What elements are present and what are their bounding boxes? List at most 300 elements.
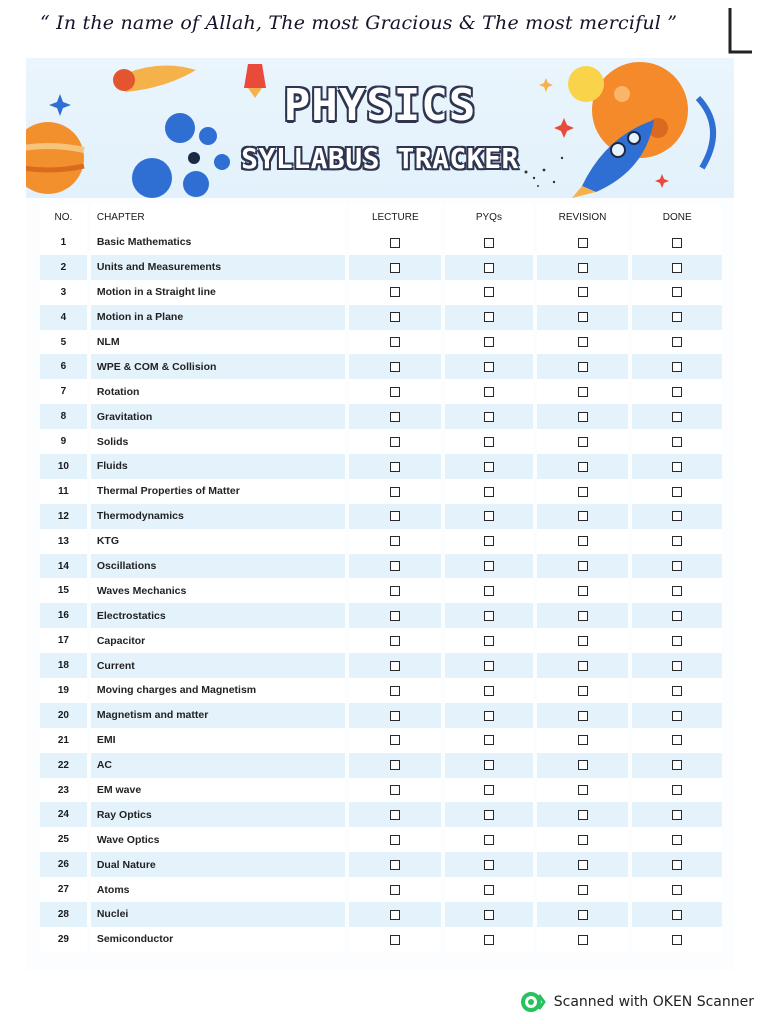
revision-checkbox[interactable]: [578, 885, 588, 895]
table-row: [40, 802, 722, 827]
pyqs-cell: [445, 305, 533, 330]
lecture-checkbox[interactable]: [390, 511, 400, 521]
table-row: [40, 728, 722, 753]
revision-cell: [537, 728, 629, 753]
done-checkbox[interactable]: [672, 611, 682, 621]
lecture-cell: [349, 827, 441, 852]
handwritten-dedication: “ In the name of Allah, The most Gracious & The most merciful ”: [40, 12, 678, 34]
lecture-cell: [349, 877, 441, 902]
syllabus-sheet: [26, 58, 734, 970]
chapter-name: Nuclei: [91, 902, 346, 927]
revision-checkbox[interactable]: [578, 785, 588, 795]
done-cell: [632, 802, 722, 827]
chapter-name: Current: [91, 653, 346, 678]
revision-cell: [537, 578, 629, 603]
done-checkbox[interactable]: [672, 437, 682, 447]
revision-cell: [537, 379, 629, 404]
col-header-chapter: CHAPTER: [91, 204, 346, 230]
revision-checkbox[interactable]: [578, 412, 588, 422]
pyqs-cell: [445, 902, 533, 927]
pyqs-checkbox[interactable]: [484, 885, 494, 895]
chapter-number: 19: [40, 678, 87, 703]
revision-cell: [537, 529, 629, 554]
table-row: [40, 479, 722, 504]
lecture-checkbox[interactable]: [390, 760, 400, 770]
revision-checkbox[interactable]: [578, 238, 588, 248]
revision-checkbox[interactable]: [578, 263, 588, 273]
lecture-cell: [349, 728, 441, 753]
pyqs-checkbox[interactable]: [484, 561, 494, 571]
scanner-watermark: [520, 990, 754, 1014]
chapter-number: 20: [40, 703, 87, 728]
chapter-number: 11: [40, 479, 87, 504]
done-cell: [632, 753, 722, 778]
pyqs-cell: [445, 653, 533, 678]
revision-cell: [537, 653, 629, 678]
revision-checkbox[interactable]: [578, 561, 588, 571]
done-checkbox[interactable]: [672, 511, 682, 521]
pyqs-cell: [445, 678, 533, 703]
pyqs-checkbox[interactable]: [484, 487, 494, 497]
revision-cell: [537, 230, 629, 255]
done-checkbox[interactable]: [672, 263, 682, 273]
chapter-number: 4: [40, 305, 87, 330]
lecture-cell: [349, 354, 441, 379]
pyqs-cell: [445, 728, 533, 753]
lecture-cell: [349, 852, 441, 877]
pyqs-checkbox[interactable]: [484, 785, 494, 795]
pyqs-checkbox[interactable]: [484, 586, 494, 596]
chapter-name: Atoms: [91, 877, 346, 902]
lecture-checkbox[interactable]: [390, 785, 400, 795]
chapter-number: 29: [40, 927, 87, 952]
done-checkbox[interactable]: [672, 337, 682, 347]
pyqs-checkbox[interactable]: [484, 810, 494, 820]
revision-cell: [537, 404, 629, 429]
revision-cell: [537, 330, 629, 355]
done-cell: [632, 529, 722, 554]
revision-checkbox[interactable]: [578, 511, 588, 521]
done-cell: [632, 778, 722, 803]
done-checkbox[interactable]: [672, 287, 682, 297]
done-cell: [632, 479, 722, 504]
revision-checkbox[interactable]: [578, 611, 588, 621]
pyqs-cell: [445, 354, 533, 379]
chapter-name: KTG: [91, 529, 346, 554]
pyqs-checkbox[interactable]: [484, 536, 494, 546]
chapter-number: 23: [40, 778, 87, 803]
pyqs-checkbox[interactable]: [484, 263, 494, 273]
pyqs-cell: [445, 280, 533, 305]
lecture-checkbox[interactable]: [390, 910, 400, 920]
chapter-number: 1: [40, 230, 87, 255]
done-checkbox[interactable]: [672, 312, 682, 322]
chapter-number: 8: [40, 404, 87, 429]
done-cell: [632, 628, 722, 653]
done-checkbox[interactable]: [672, 835, 682, 845]
lecture-checkbox[interactable]: [390, 735, 400, 745]
table-row: [40, 753, 722, 778]
revision-cell: [537, 280, 629, 305]
lecture-checkbox[interactable]: [390, 462, 400, 472]
pyqs-cell: [445, 479, 533, 504]
lecture-checkbox[interactable]: [390, 860, 400, 870]
lecture-checkbox[interactable]: [390, 362, 400, 372]
lecture-cell: [349, 280, 441, 305]
revision-checkbox[interactable]: [578, 636, 588, 646]
pyqs-cell: [445, 703, 533, 728]
revision-cell: [537, 827, 629, 852]
lecture-cell: [349, 753, 441, 778]
done-cell: [632, 454, 722, 479]
chapter-name: Fluids: [91, 454, 346, 479]
revision-cell: [537, 628, 629, 653]
lecture-cell: [349, 902, 441, 927]
pyqs-checkbox[interactable]: [484, 860, 494, 870]
pyqs-checkbox[interactable]: [484, 511, 494, 521]
lecture-checkbox[interactable]: [390, 835, 400, 845]
done-checkbox[interactable]: [672, 586, 682, 596]
table-row: [40, 927, 722, 952]
chapter-name: EMI: [91, 728, 346, 753]
chapter-number: 2: [40, 255, 87, 280]
lecture-checkbox[interactable]: [390, 810, 400, 820]
chapter-name: Thermal Properties of Matter: [91, 479, 346, 504]
revision-checkbox[interactable]: [578, 487, 588, 497]
table-row: [40, 429, 722, 454]
lecture-checkbox[interactable]: [390, 686, 400, 696]
done-cell: [632, 678, 722, 703]
chapter-number: 16: [40, 603, 87, 628]
lecture-checkbox[interactable]: [390, 561, 400, 571]
pyqs-checkbox[interactable]: [484, 636, 494, 646]
chapter-number: 15: [40, 578, 87, 603]
page-corner-mark: [726, 6, 754, 56]
lecture-cell: [349, 603, 441, 628]
chapter-name: Waves Mechanics: [91, 578, 346, 603]
chapter-name: Capacitor: [91, 628, 346, 653]
lecture-cell: [349, 379, 441, 404]
pyqs-checkbox[interactable]: [484, 735, 494, 745]
chapter-number: 6: [40, 354, 87, 379]
revision-checkbox[interactable]: [578, 860, 588, 870]
revision-checkbox[interactable]: [578, 760, 588, 770]
lecture-cell: [349, 554, 441, 579]
lecture-cell: [349, 330, 441, 355]
table-row: [40, 628, 722, 653]
pyqs-cell: [445, 927, 533, 952]
pyqs-cell: [445, 778, 533, 803]
revision-cell: [537, 678, 629, 703]
lecture-checkbox[interactable]: [390, 337, 400, 347]
space-banner: [26, 58, 734, 198]
chapter-number: 12: [40, 504, 87, 529]
done-checkbox[interactable]: [672, 536, 682, 546]
table-row: [40, 678, 722, 703]
pyqs-checkbox[interactable]: [484, 337, 494, 347]
done-cell: [632, 653, 722, 678]
done-checkbox[interactable]: [672, 686, 682, 696]
chapter-number: 13: [40, 529, 87, 554]
done-cell: [632, 827, 722, 852]
lecture-cell: [349, 305, 441, 330]
chapter-number: 26: [40, 852, 87, 877]
revision-checkbox[interactable]: [578, 337, 588, 347]
done-cell: [632, 852, 722, 877]
revision-checkbox[interactable]: [578, 387, 588, 397]
revision-checkbox[interactable]: [578, 462, 588, 472]
revision-checkbox[interactable]: [578, 437, 588, 447]
revision-checkbox[interactable]: [578, 661, 588, 671]
table-body: [40, 230, 722, 952]
pyqs-checkbox[interactable]: [484, 387, 494, 397]
chapter-number: 5: [40, 330, 87, 355]
col-header-done: DONE: [632, 204, 722, 230]
table-row: [40, 354, 722, 379]
table-row: [40, 504, 722, 529]
chapter-name: NLM: [91, 330, 346, 355]
lecture-checkbox[interactable]: [390, 885, 400, 895]
table-row: [40, 603, 722, 628]
done-checkbox[interactable]: [672, 238, 682, 248]
revision-cell: [537, 902, 629, 927]
chapter-number: 14: [40, 554, 87, 579]
chapter-number: 18: [40, 653, 87, 678]
chapter-name: Oscillations: [91, 554, 346, 579]
lecture-checkbox[interactable]: [390, 437, 400, 447]
revision-checkbox[interactable]: [578, 935, 588, 945]
chapter-name: Moving charges and Magnetism: [91, 678, 346, 703]
lecture-checkbox[interactable]: [390, 935, 400, 945]
done-checkbox[interactable]: [672, 860, 682, 870]
done-cell: [632, 280, 722, 305]
chapter-number: 3: [40, 280, 87, 305]
chapter-name: Motion in a Straight line: [91, 280, 346, 305]
pyqs-cell: [445, 504, 533, 529]
chapter-number: 25: [40, 827, 87, 852]
revision-checkbox[interactable]: [578, 910, 588, 920]
lecture-checkbox[interactable]: [390, 487, 400, 497]
lecture-cell: [349, 479, 441, 504]
done-cell: [632, 354, 722, 379]
table-row: [40, 554, 722, 579]
done-cell: [632, 703, 722, 728]
pyqs-checkbox[interactable]: [484, 661, 494, 671]
pyqs-checkbox[interactable]: [484, 287, 494, 297]
lecture-checkbox[interactable]: [390, 412, 400, 422]
pyqs-cell: [445, 429, 533, 454]
done-checkbox[interactable]: [672, 885, 682, 895]
done-cell: [632, 305, 722, 330]
banner-subtitle: SYLLABUS TRACKER: [241, 142, 519, 175]
done-cell: [632, 728, 722, 753]
pyqs-cell: [445, 330, 533, 355]
pyqs-checkbox[interactable]: [484, 711, 494, 721]
lecture-checkbox[interactable]: [390, 287, 400, 297]
table-row: [40, 703, 722, 728]
done-checkbox[interactable]: [672, 661, 682, 671]
done-checkbox[interactable]: [672, 412, 682, 422]
chapter-name: Motion in a Plane: [91, 305, 346, 330]
done-checkbox[interactable]: [672, 711, 682, 721]
lecture-checkbox[interactable]: [390, 711, 400, 721]
revision-cell: [537, 454, 629, 479]
revision-checkbox[interactable]: [578, 362, 588, 372]
revision-checkbox[interactable]: [578, 536, 588, 546]
done-cell: [632, 603, 722, 628]
table-row: [40, 778, 722, 803]
pyqs-checkbox[interactable]: [484, 437, 494, 447]
done-cell: [632, 578, 722, 603]
done-checkbox[interactable]: [672, 636, 682, 646]
done-cell: [632, 330, 722, 355]
revision-cell: [537, 877, 629, 902]
pyqs-checkbox[interactable]: [484, 760, 494, 770]
revision-checkbox[interactable]: [578, 735, 588, 745]
pyqs-checkbox[interactable]: [484, 835, 494, 845]
chapter-name: Ray Optics: [91, 802, 346, 827]
revision-cell: [537, 479, 629, 504]
lecture-checkbox[interactable]: [390, 387, 400, 397]
table-row: [40, 827, 722, 852]
done-checkbox[interactable]: [672, 387, 682, 397]
revision-cell: [537, 354, 629, 379]
revision-checkbox[interactable]: [578, 686, 588, 696]
lecture-cell: [349, 628, 441, 653]
done-checkbox[interactable]: [672, 760, 682, 770]
table-row: [40, 852, 722, 877]
syllabus-table: [36, 204, 726, 952]
lecture-checkbox[interactable]: [390, 586, 400, 596]
pyqs-checkbox[interactable]: [484, 611, 494, 621]
chapter-number: 17: [40, 628, 87, 653]
pyqs-checkbox[interactable]: [484, 935, 494, 945]
done-checkbox[interactable]: [672, 735, 682, 745]
pyqs-checkbox[interactable]: [484, 312, 494, 322]
pyqs-cell: [445, 852, 533, 877]
done-checkbox[interactable]: [672, 935, 682, 945]
chapter-name: Solids: [91, 429, 346, 454]
chapter-name: WPE & COM & Collision: [91, 354, 346, 379]
col-header-no: NO.: [40, 204, 87, 230]
chapter-number: 7: [40, 379, 87, 404]
col-header-pyqs: PYQs: [445, 204, 533, 230]
pyqs-cell: [445, 877, 533, 902]
table-row: [40, 255, 722, 280]
col-header-revision: REVISION: [537, 204, 629, 230]
chapter-name: Electrostatics: [91, 603, 346, 628]
lecture-cell: [349, 802, 441, 827]
table-row: [40, 902, 722, 927]
revision-checkbox[interactable]: [578, 586, 588, 596]
revision-cell: [537, 778, 629, 803]
pyqs-checkbox[interactable]: [484, 462, 494, 472]
chapter-name: Units and Measurements: [91, 255, 346, 280]
pyqs-cell: [445, 454, 533, 479]
done-checkbox[interactable]: [672, 487, 682, 497]
done-checkbox[interactable]: [672, 910, 682, 920]
pyqs-checkbox[interactable]: [484, 412, 494, 422]
lecture-cell: [349, 678, 441, 703]
table-header-row: [40, 204, 722, 230]
pyqs-cell: [445, 753, 533, 778]
done-cell: [632, 379, 722, 404]
lecture-checkbox[interactable]: [390, 238, 400, 248]
chapter-name: EM wave: [91, 778, 346, 803]
lecture-checkbox[interactable]: [390, 536, 400, 546]
chapter-name: Rotation: [91, 379, 346, 404]
done-checkbox[interactable]: [672, 561, 682, 571]
chapter-number: 9: [40, 429, 87, 454]
chapter-name: Semiconductor: [91, 927, 346, 952]
lecture-cell: [349, 454, 441, 479]
pyqs-cell: [445, 554, 533, 579]
revision-checkbox[interactable]: [578, 835, 588, 845]
pyqs-checkbox[interactable]: [484, 362, 494, 372]
table-row: [40, 877, 722, 902]
lecture-checkbox[interactable]: [390, 611, 400, 621]
done-checkbox[interactable]: [672, 362, 682, 372]
chapter-number: 10: [40, 454, 87, 479]
done-cell: [632, 902, 722, 927]
done-checkbox[interactable]: [672, 810, 682, 820]
revision-cell: [537, 255, 629, 280]
lecture-checkbox[interactable]: [390, 263, 400, 273]
pyqs-cell: [445, 255, 533, 280]
pyqs-checkbox[interactable]: [484, 686, 494, 696]
chapter-name: Gravitation: [91, 404, 346, 429]
pyqs-cell: [445, 404, 533, 429]
lecture-cell: [349, 504, 441, 529]
chapter-number: 22: [40, 753, 87, 778]
lecture-cell: [349, 653, 441, 678]
revision-checkbox[interactable]: [578, 287, 588, 297]
chapter-name: Dual Nature: [91, 852, 346, 877]
table-row: [40, 578, 722, 603]
oken-scanner-logo-icon: [520, 991, 546, 1013]
revision-checkbox[interactable]: [578, 711, 588, 721]
done-cell: [632, 429, 722, 454]
table-row: [40, 404, 722, 429]
pyqs-cell: [445, 230, 533, 255]
done-checkbox[interactable]: [672, 462, 682, 472]
lecture-checkbox[interactable]: [390, 636, 400, 646]
done-cell: [632, 927, 722, 952]
revision-cell: [537, 753, 629, 778]
table-row: [40, 529, 722, 554]
lecture-checkbox[interactable]: [390, 661, 400, 671]
pyqs-checkbox[interactable]: [484, 238, 494, 248]
pyqs-cell: [445, 379, 533, 404]
lecture-checkbox[interactable]: [390, 312, 400, 322]
revision-cell: [537, 603, 629, 628]
revision-cell: [537, 927, 629, 952]
done-checkbox[interactable]: [672, 785, 682, 795]
revision-checkbox[interactable]: [578, 312, 588, 322]
revision-checkbox[interactable]: [578, 810, 588, 820]
chapter-number: 28: [40, 902, 87, 927]
pyqs-cell: [445, 628, 533, 653]
done-cell: [632, 230, 722, 255]
revision-cell: [537, 802, 629, 827]
done-cell: [632, 877, 722, 902]
pyqs-cell: [445, 603, 533, 628]
lecture-cell: [349, 230, 441, 255]
pyqs-cell: [445, 578, 533, 603]
pyqs-checkbox[interactable]: [484, 910, 494, 920]
chapter-name: Wave Optics: [91, 827, 346, 852]
chapter-name: Magnetism and matter: [91, 703, 346, 728]
